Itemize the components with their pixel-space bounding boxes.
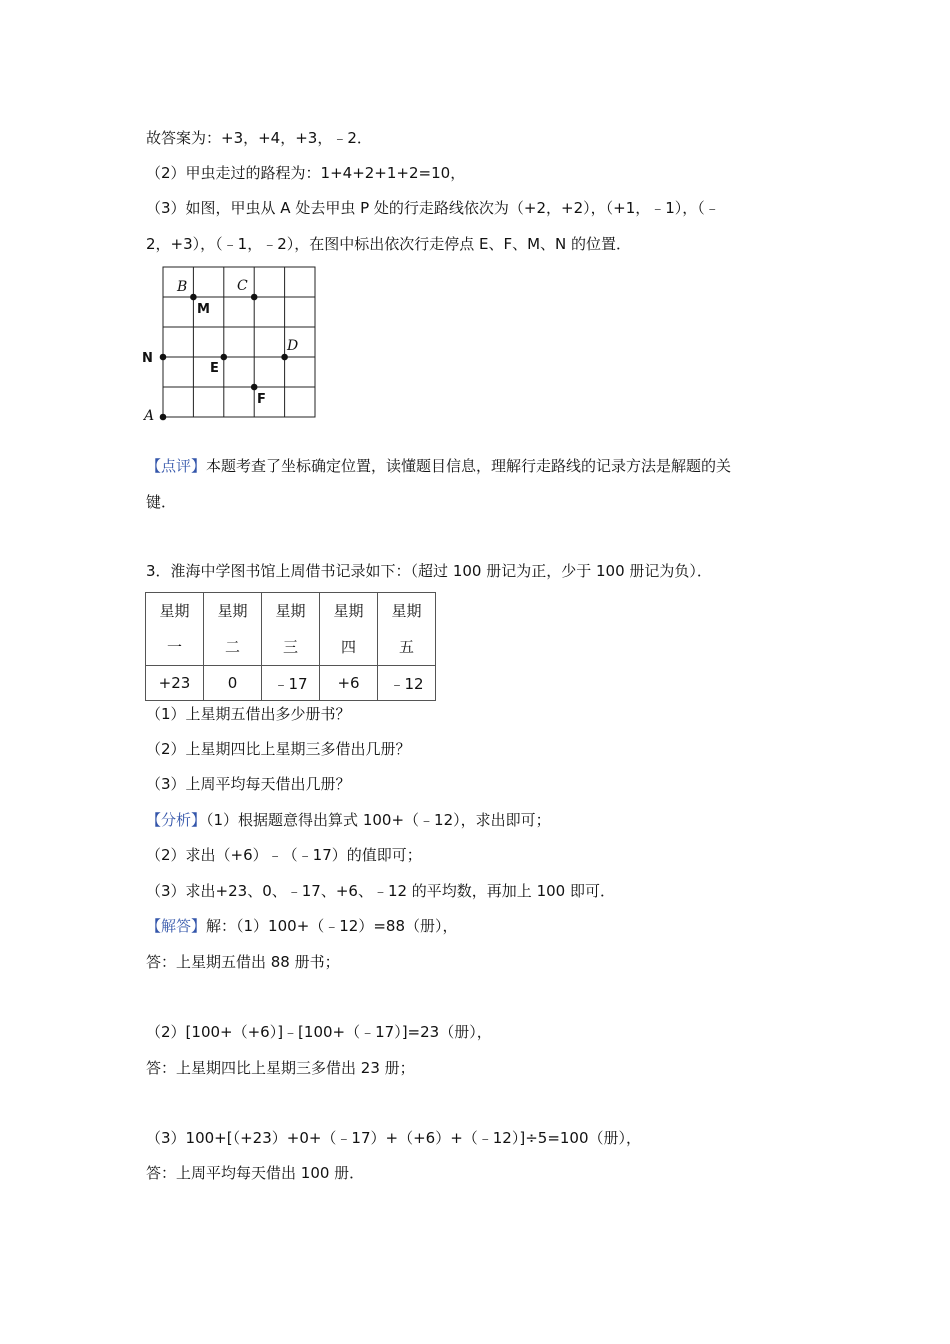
label-m: M — [197, 302, 210, 317]
analysis-2: （2）求出（+6）﹣（﹣17）的值即可； — [146, 846, 422, 864]
route-line: （3）如图，甲虫从 A 处去甲虫 P 处的行走路线依次为（+2，+2），（+1，﹣1），（﹣ — [146, 199, 720, 217]
analysis-line — [146, 810, 551, 830]
label-b: B — [177, 279, 188, 295]
answer-line: 故答案为：+3，+4，+3，﹣2． — [146, 129, 372, 147]
answer-3b: 答：上周平均每天借出 100 册． — [146, 1164, 365, 1182]
comment-cont: 键． — [146, 493, 177, 511]
table-header-row — [146, 593, 436, 666]
table-cell: 0 — [204, 666, 262, 701]
answer-line — [146, 916, 458, 936]
question-3-1: （1）上星期五借出多少册书？ — [146, 705, 351, 723]
point-n-dot — [160, 354, 167, 361]
comment-line — [146, 456, 731, 476]
point-d-dot — [281, 354, 288, 361]
borrow-table — [145, 592, 436, 701]
label-c: C — [237, 278, 248, 294]
comment-text: 本题考查了坐标确定位置，读懂题目信息，理解行走路线的记录方法是解题的关 — [206, 457, 732, 475]
answer-3: （3）100+[（+23）+0+（﹣17）+（+6）+（﹣12）]÷5=100（册）， — [146, 1129, 642, 1147]
answer-2: （2）[100+（+6）]﹣[100+（﹣17）]=23（册）， — [146, 1023, 492, 1041]
table-cell: ﹣17 — [262, 666, 320, 701]
table-header-wed: 星期 三 — [262, 593, 320, 666]
table-cell: ﹣12 — [378, 666, 436, 701]
table-cell: +23 — [146, 666, 204, 701]
comment-tag: 【点评】 — [146, 457, 207, 475]
point-m-dot — [190, 294, 197, 301]
path-line: （2）甲虫走过的路程为：1+4+2+1+2=10， — [146, 164, 466, 182]
answer-text: 解：（1）100+（﹣12）=88（册）， — [206, 917, 458, 935]
table-header-thu: 星期 四 — [320, 593, 378, 666]
table-value-row — [146, 666, 436, 701]
answer-2b: 答：上星期四比上星期三多借出 23 册； — [146, 1059, 415, 1077]
coordinate-grid — [140, 262, 330, 427]
label-n: N — [142, 351, 153, 366]
question-3-3: （3）上周平均每天借出几册？ — [146, 775, 351, 793]
label-e: E — [210, 361, 219, 376]
point-e-dot — [221, 354, 228, 361]
answer-tag: 【解答】 — [146, 917, 207, 935]
point-c-dot — [251, 294, 258, 301]
point-f-dot — [251, 384, 258, 391]
table-header-tue: 星期 二 — [204, 593, 262, 666]
label-a: A — [144, 408, 155, 424]
question-3-2: （2）上星期四比上星期三多借出几册？ — [146, 740, 411, 758]
point-a-dot — [160, 414, 167, 421]
label-f: F — [257, 392, 266, 407]
table-cell: +6 — [320, 666, 378, 701]
table-header-mon: 星期 一 — [146, 593, 204, 666]
answer-1b: 答：上星期五借出 88 册书； — [146, 953, 340, 971]
analysis-text: （1）根据题意得出算式 100+（﹣12），求出即可； — [206, 811, 551, 829]
analysis-tag: 【分析】 — [146, 811, 207, 829]
label-d: D — [287, 338, 299, 354]
question-3: 3．淮海中学图书馆上周借书记录如下：（超过 100 册记为正，少于 100 册记为负）． — [146, 562, 712, 580]
route-line-cont: 2，+3），（﹣1，﹣2），在图中标出依次行走停点 E、F、M、N 的位置． — [146, 235, 632, 253]
grid-svg — [140, 262, 330, 427]
table-header-fri: 星期 五 — [378, 593, 436, 666]
analysis-3: （3）求出+23、0、﹣17、+6、﹣12 的平均数，再加上 100 即可． — [146, 882, 615, 900]
